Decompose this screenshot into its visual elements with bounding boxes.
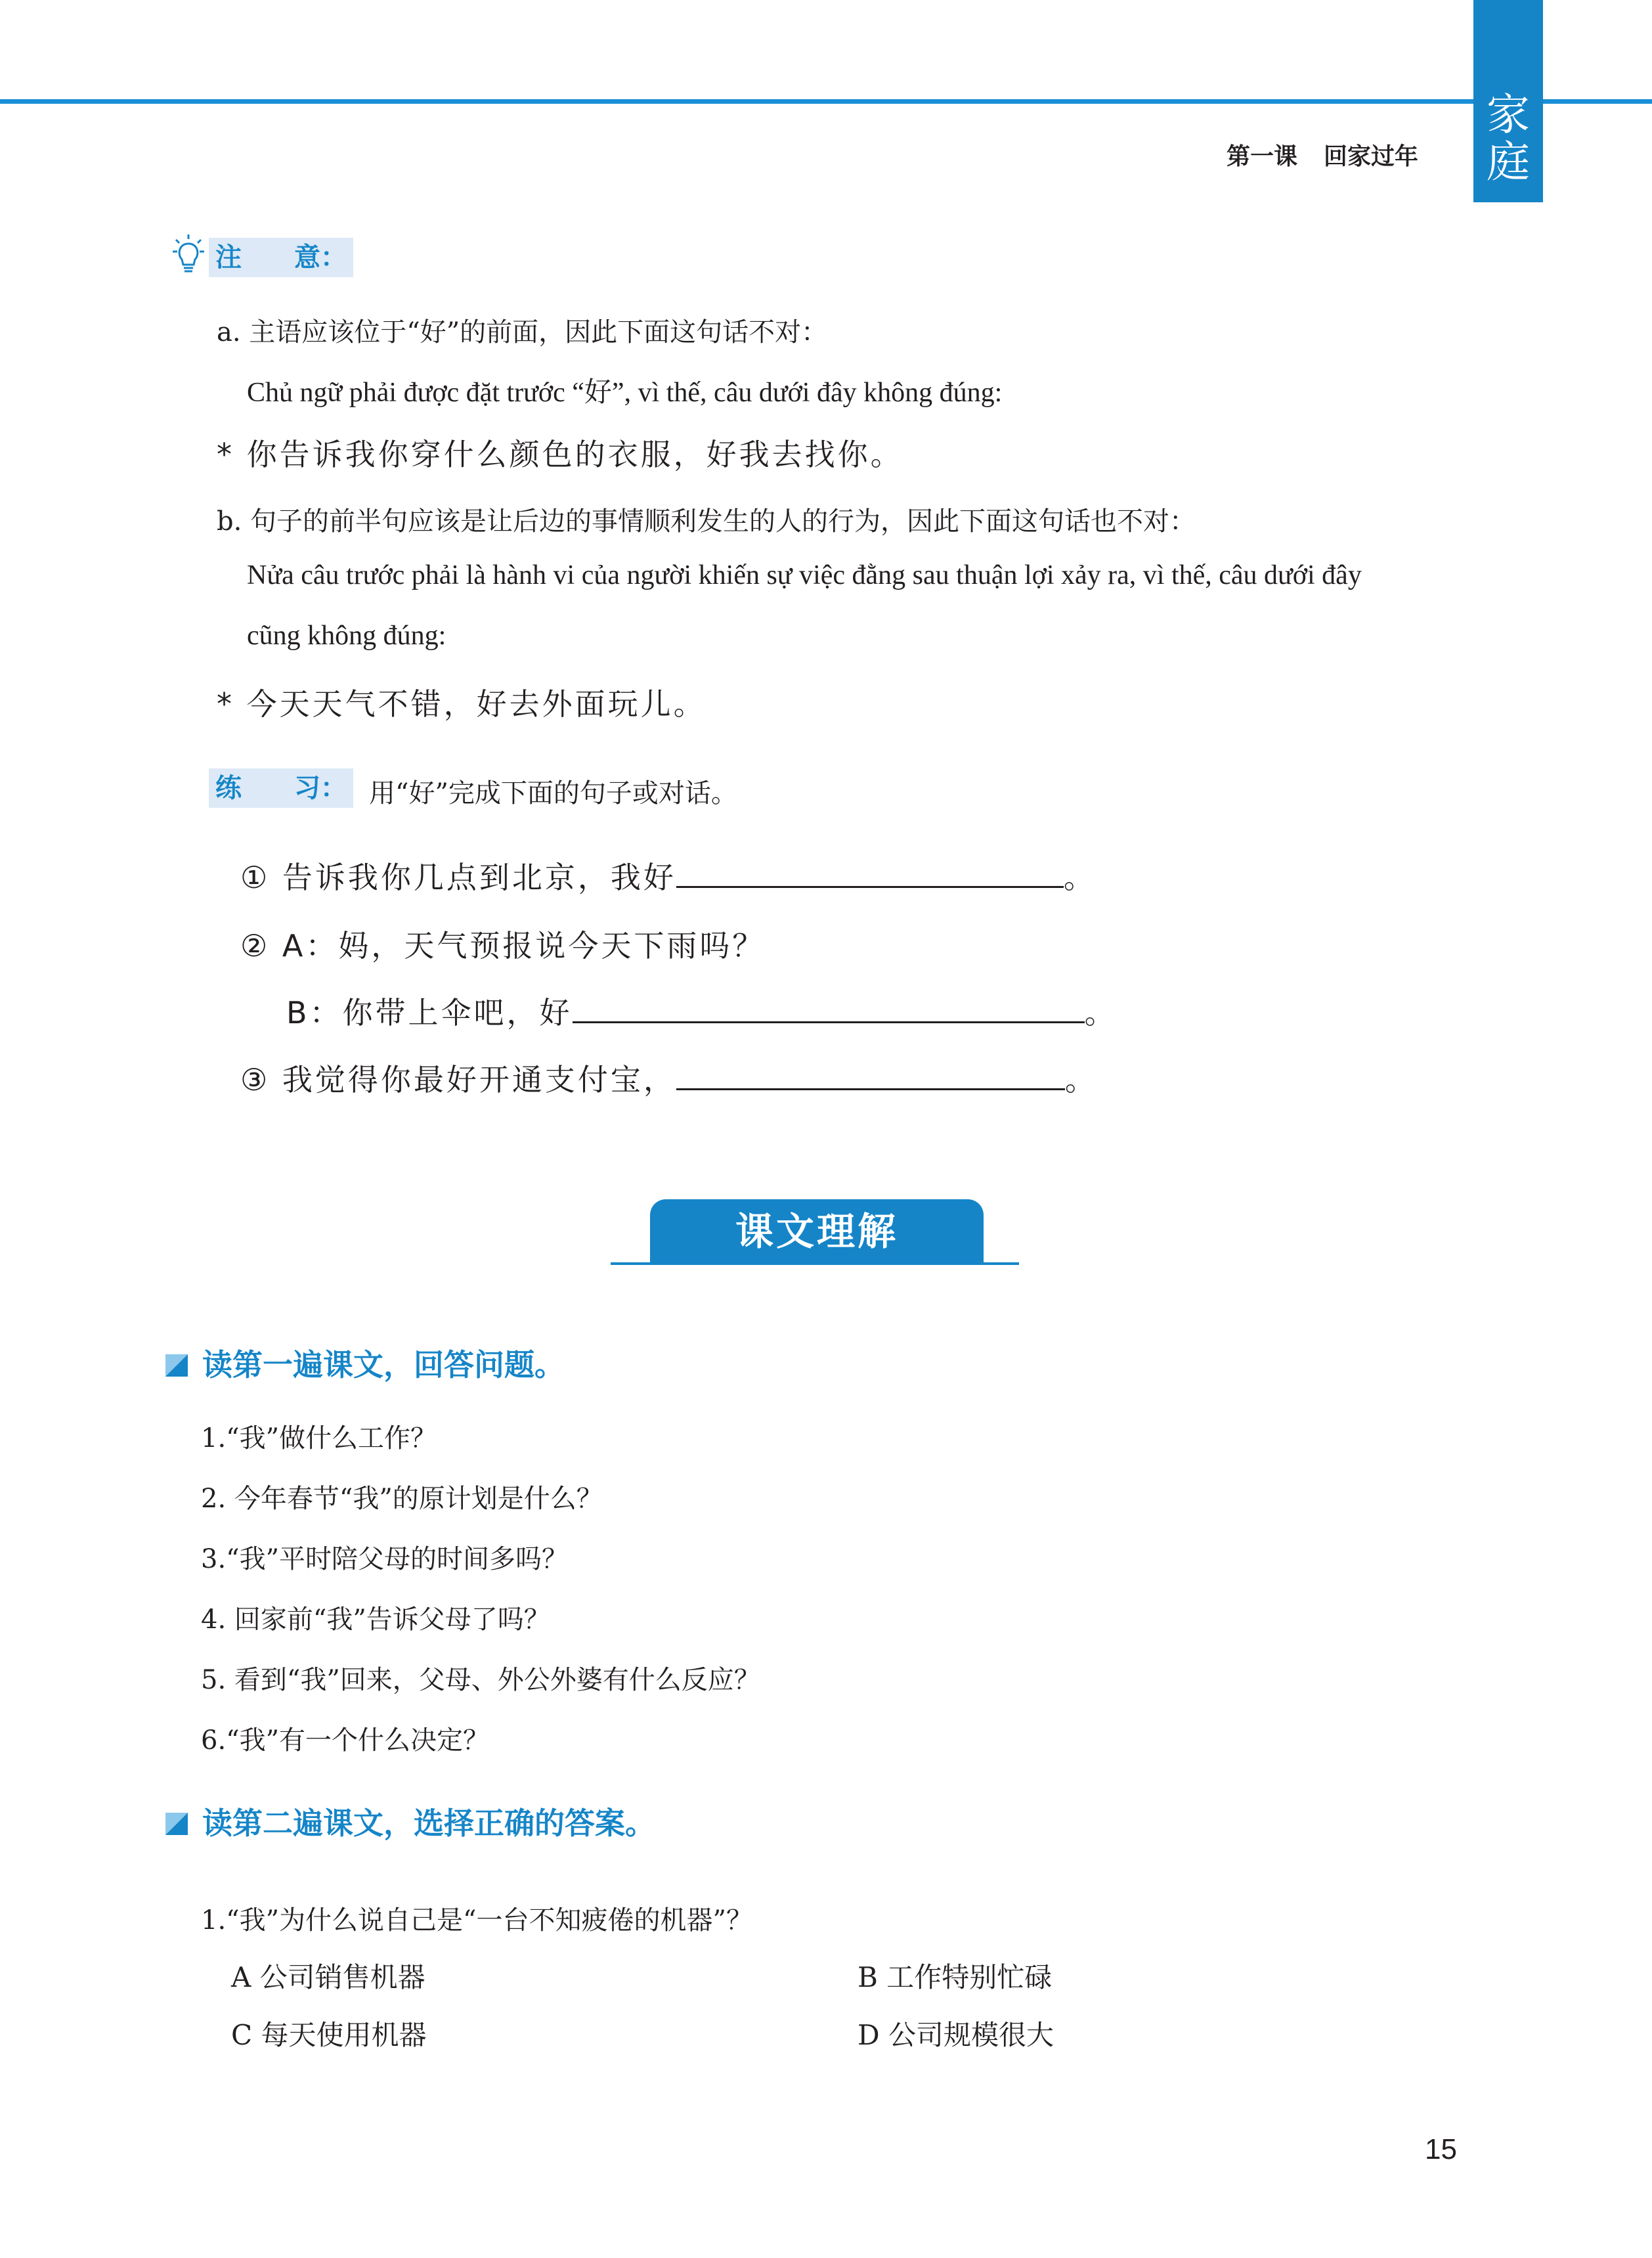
answer-blank-3[interactable] (676, 1082, 1065, 1090)
option-c[interactable]: C 每天使用机器 (231, 2019, 427, 2051)
practice-item-2b-end: 。 (1084, 995, 1118, 1030)
task1-question-3: 3.“我”平时陪父母的时间多吗？ (201, 1544, 569, 1574)
option-b[interactable]: B 工作特别忙碌 (858, 1961, 1053, 1993)
practice-item-3-end: 。 (1064, 1062, 1098, 1097)
lesson-title: 回家过年 (1324, 143, 1419, 170)
practice-item-3-text: ③ 我觉得你最好开通支付宝， (240, 1062, 676, 1097)
option-d[interactable]: D 公司规模很大 (858, 2019, 1054, 2051)
task1-question-4: 4. 回家前“我”告诉父母了吗？ (201, 1605, 550, 1635)
note-b-wrong-example: * 今天天气不错，好去外面玩儿。 (217, 686, 706, 722)
section-title-rule (611, 1262, 1019, 1265)
practice-label: 练 习： (209, 768, 353, 808)
task2-title: 读第二遍课文，选择正确的答案。 (202, 1805, 655, 1841)
task2-question-1: 1.“我”为什么说自己是“一台不知疲倦的机器”？ (201, 1905, 752, 1936)
task1-question-6: 6.“我”有一个什么决定？ (201, 1725, 490, 1756)
chapter-side-tab (1473, 0, 1543, 202)
task1-question-2: 2. 今年春节“我”的原计划是什么？ (201, 1484, 603, 1514)
corner-square-icon (165, 1813, 188, 1835)
practice-instruction: 用“好”完成下面的句子或对话。 (369, 778, 737, 808)
side-tab-char-1: 家 (1487, 89, 1530, 140)
note-b-vietnamese-line2: cũng không đúng: (247, 621, 446, 651)
practice-item-3 (240, 1056, 1098, 1099)
lesson-number: 第一课 (1227, 143, 1298, 170)
note-a-wrong-example: * 你告诉我你穿什么颜色的衣服，好我去找你。 (217, 437, 903, 472)
header-rule (0, 99, 1652, 104)
task1-heading (165, 1341, 565, 1384)
note-a-chinese: a. 主语应该位于“好”的前面，因此下面这句话不对： (217, 317, 828, 347)
task1-title: 读第一遍课文，回答问题。 (202, 1347, 565, 1383)
lightbulb-icon (172, 233, 205, 275)
corner-square-icon (165, 1354, 188, 1377)
practice-item-2b (286, 989, 1118, 1032)
page-number: 15 (1425, 2133, 1457, 2165)
practice-item-2a (240, 922, 765, 965)
answer-blank-1[interactable] (676, 879, 1064, 888)
running-header (1227, 138, 1418, 171)
note-label: 注 意： (209, 238, 353, 277)
answer-blank-2[interactable] (573, 1015, 1085, 1023)
practice-item-1 (240, 854, 1097, 897)
side-tab-char-2: 庭 (1487, 137, 1530, 187)
option-a[interactable]: A 公司销售机器 (231, 1961, 425, 1993)
section-title: 课文理解 (650, 1199, 984, 1264)
task1-question-1: 1.“我”做什么工作？ (201, 1423, 437, 1453)
practice-item-1-end: 。 (1063, 860, 1097, 895)
task1-question-5: 5. 看到“我”回来，父母、外公外婆有什么反应？ (201, 1665, 760, 1695)
note-a-vietnamese: Chủ ngữ phải được đặt trước “好”, vì thế, câu dưới đây không đúng: (247, 378, 1003, 408)
practice-item-2b-text: B：你带上伞吧，好 (286, 995, 573, 1030)
task2-heading (165, 1800, 655, 1843)
practice-item-2a-text: ② A：妈，天气预报说今天下雨吗？ (240, 928, 766, 963)
note-b-chinese: b. 句子的前半句应该是让后边的事情顺利发生的人的行为，因此下面这句话也不对： (217, 506, 1196, 537)
practice-item-1-text: ① 告诉我你几点到北京，我好 (240, 860, 676, 895)
note-b-vietnamese-line1: Nửa câu trước phải là hành vi của người khiến sự việc đằng sau thuận lợi xảy ra, vì thế, câu dưới đây (247, 560, 1362, 590)
